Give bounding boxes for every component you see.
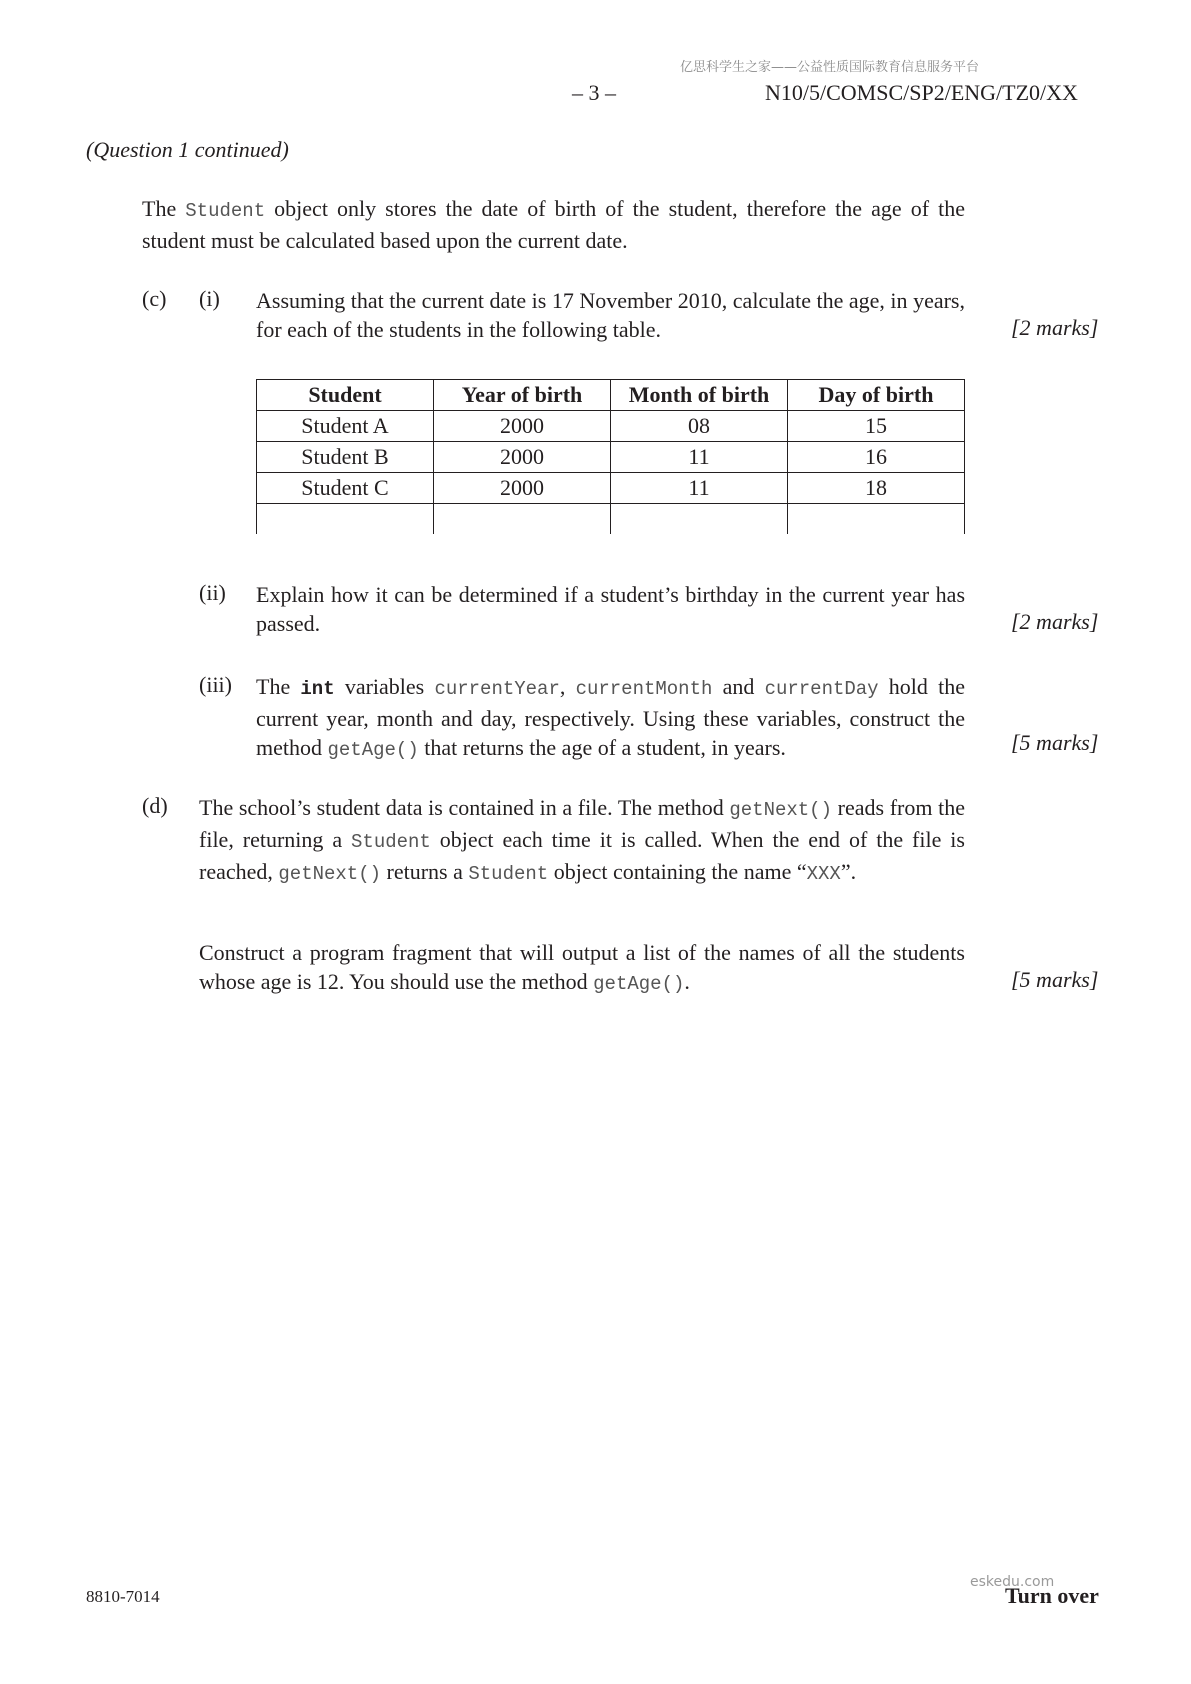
table-header: Year of birth: [434, 380, 611, 411]
table-header: Day of birth: [788, 380, 965, 411]
table-cell: 15: [788, 411, 965, 442]
table-header-row: [257, 380, 965, 411]
table-cell-blank: [434, 504, 611, 535]
table-row-blank: [257, 504, 965, 535]
table-cell: 18: [788, 473, 965, 504]
table-cell: 2000: [434, 411, 611, 442]
paper-code: N10/5/COMSC/SP2/ENG/TZ0/XX: [765, 80, 1078, 105]
table-cell: 16: [788, 442, 965, 473]
code-current-month: currentMonth: [575, 678, 713, 700]
code-get-age: getAge(): [593, 973, 685, 995]
part-c-ii-text: Explain how it can be determined if a student’s birthday in the current year has passed.: [256, 582, 965, 636]
code-student: Student: [351, 831, 431, 853]
part-c-ii-label: (ii): [199, 580, 226, 605]
table-cell: 08: [611, 411, 788, 442]
part-c-iii-text: The int variables currentYear, currentMonth and currentDay hold the current year, month and day, respectively. Using these variables, construct the method getAge() that returns the age of a student, in years.: [256, 674, 965, 761]
part-c-iii-marks: [5 marks]: [1011, 730, 1099, 755]
part-c-i-text: Assuming that the current date is 17 November 2010, calculate the age, in years, for each of the students in the following table.: [256, 288, 965, 342]
part-d-marks: [5 marks]: [1011, 967, 1099, 992]
table-row: [257, 442, 965, 473]
table-cell: 2000: [434, 442, 611, 473]
continued-label: (Question 1 continued): [86, 137, 289, 162]
code-current-year: currentYear: [434, 678, 560, 700]
table-cell-blank: [788, 504, 965, 535]
footer-code: 8810-7014: [86, 1587, 160, 1606]
part-c-iii-label: (iii): [199, 672, 232, 697]
part-c-ii-marks: [2 marks]: [1011, 609, 1099, 634]
table-cell: Student B: [257, 442, 434, 473]
code-get-next: getNext(): [729, 799, 832, 821]
table-header: Student: [257, 380, 434, 411]
part-c-i-marks: [2 marks]: [1011, 315, 1099, 340]
part-c-label: (c): [142, 286, 167, 311]
table-cell: 11: [611, 442, 788, 473]
part-d-label: (d): [142, 793, 168, 818]
code-get-next: getNext(): [278, 863, 382, 885]
table-cell-blank: [611, 504, 788, 535]
table-row: [257, 473, 965, 504]
birth-date-table: [256, 379, 965, 534]
part-d-paragraph-2: Construct a program fragment that will output a list of the names of all the students whose age is 12. You should use the method getAge().: [199, 940, 965, 995]
watermark-bottom: eskedu.com: [970, 1574, 1055, 1590]
turn-over: Turn over: [1005, 1583, 1099, 1608]
code-student: Student: [185, 200, 266, 222]
code-get-age: getAge(): [327, 739, 419, 761]
intro-paragraph: The Student object only stores the date of birth of the student, therefore the age of the student must be calculated based upon the current date.: [142, 196, 965, 253]
table-row: [257, 411, 965, 442]
table-cell-blank: [257, 504, 434, 535]
table-cell: Student C: [257, 473, 434, 504]
table-header: Month of birth: [611, 380, 788, 411]
page-number: – 3 –: [572, 80, 616, 105]
watermark-top: 亿思科学生之家——公益性质国际教育信息服务平台: [680, 60, 980, 75]
part-c-i-label: (i): [199, 286, 220, 311]
part-d-paragraph-1: The school’s student data is contained in a file. The method getNext() reads from the file, returning a Student object each time it is called. When the end of the file is reached, getNext() returns a Student object containing the name “XXX”.: [199, 795, 965, 885]
code-current-day: currentDay: [764, 678, 879, 700]
code-xxx: XXX: [806, 863, 841, 885]
code-student: Student: [468, 863, 549, 885]
table-cell: 2000: [434, 473, 611, 504]
table-cell: 11: [611, 473, 788, 504]
code-int: int: [300, 678, 335, 700]
table-cell: Student A: [257, 411, 434, 442]
